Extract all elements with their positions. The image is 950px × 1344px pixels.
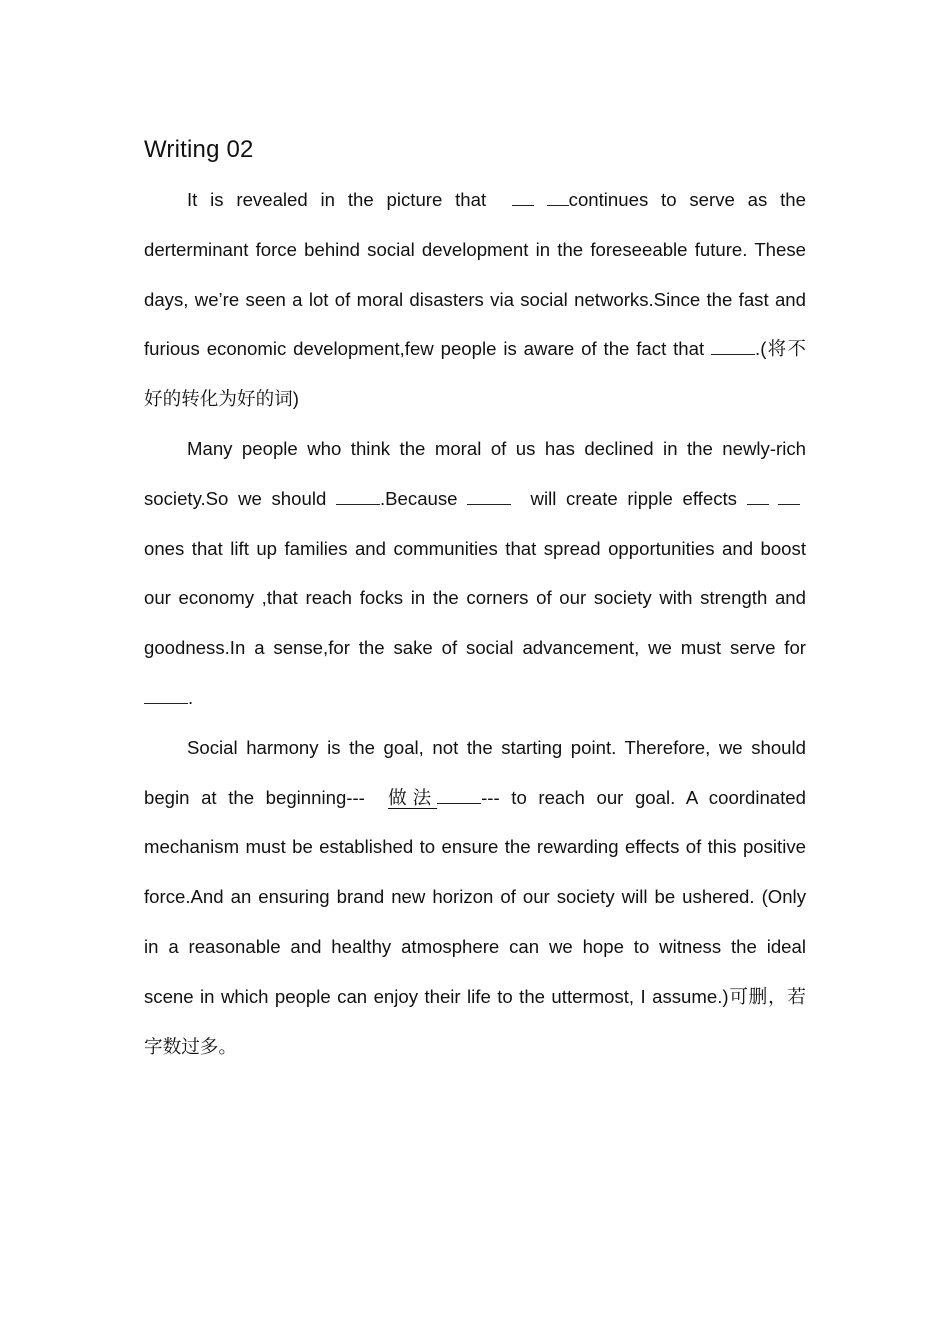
p2-text-a: Many people who think the moral of us has declined in the newly-rich society.So we should bbox=[144, 437, 806, 509]
p3-text-a: Social harmony is the goal, not the starting point. Therefore, we should begin at the beginning--- bbox=[144, 736, 806, 808]
p1-text-c: .(将不好的转化为好的词) bbox=[144, 338, 807, 410]
fill-blank bbox=[336, 484, 380, 505]
method-placeholder: 做法 bbox=[388, 786, 438, 808]
document-title: Writing 02 bbox=[144, 136, 254, 163]
p2-text-d: ones that lift up families and communities that spread opportunities and boost our economy ,that reach focks in the corners of our society with strength and goodness.In a sense,for the sake of social advancement, we must serve for bbox=[144, 537, 806, 659]
fill-blank bbox=[778, 484, 800, 505]
fill-blank bbox=[144, 683, 188, 704]
fill-blank bbox=[437, 783, 481, 804]
p2-text-e: . bbox=[188, 686, 194, 708]
p3-text-b: --- to reach our goal. A coordinated mechanism must be established to ensure the rewarding effects of this positive force.And an ensuring brand new horizon of our society will be ushered. (Only in a reasonable and healthy atmosphere can we hope to witness the ideal scene in which people can enjoy their life to the uttermost, I assume.)可删，若字数过多。 bbox=[144, 786, 806, 1057]
paragraph-3 bbox=[144, 723, 806, 1072]
paragraph-1 bbox=[144, 175, 806, 424]
p2-text-b: .Because bbox=[379, 487, 458, 509]
fill-blank bbox=[512, 185, 534, 206]
fill-blank bbox=[467, 484, 511, 505]
p2-text-c: will create ripple effects bbox=[530, 487, 737, 509]
paragraph-2 bbox=[144, 424, 806, 723]
fill-blank bbox=[711, 335, 755, 356]
p1-text-a: It is revealed in the picture that bbox=[187, 189, 487, 210]
document-body bbox=[144, 128, 806, 1071]
fill-blank bbox=[747, 484, 769, 505]
fill-blank bbox=[547, 185, 569, 206]
p1-text-b: continues to serve as the derterminant force behind social development in the foreseeable future. These days, we’re seen a lot of moral disasters via social networks.Since the fast and furious economic development,few people is aware of the fact that bbox=[144, 189, 806, 360]
